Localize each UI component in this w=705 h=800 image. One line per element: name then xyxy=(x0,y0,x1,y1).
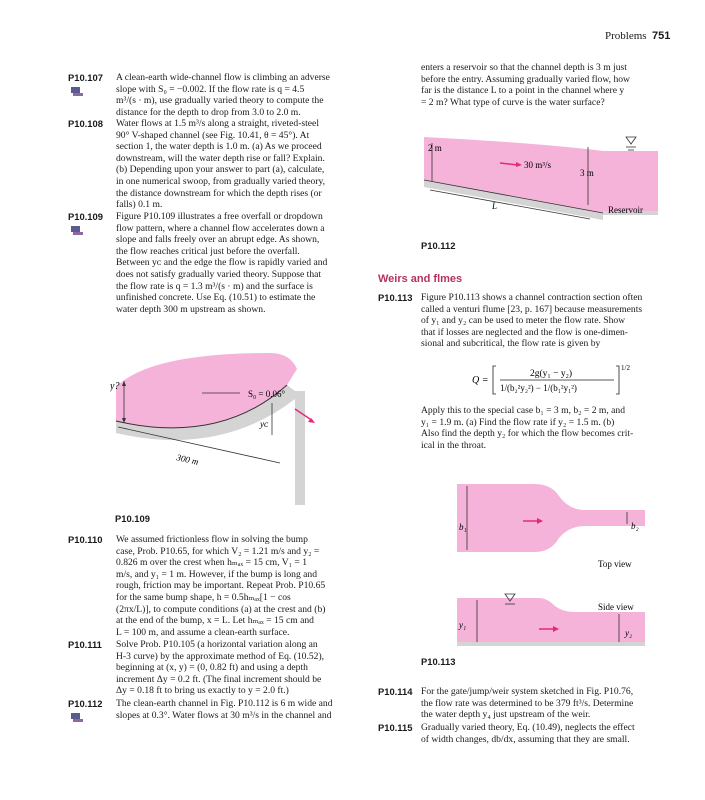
label-y-unknown: y? xyxy=(110,381,120,392)
equation-exponent: 1/2 xyxy=(621,364,630,372)
problem-text: Solve Prob. P10.105 (a horizontal variation along an H-3 curve) by the approximate method of Eq. (10.52), beginning at (x, y) = (0, 0.82 ft) and using a depth increment Δy = 0.2 ft. (The final increment should be Δy = 0.18 ft to bring us exactly to y = 2.0 ft.) xyxy=(116,639,325,697)
figure-caption-p10-113: P10.113 xyxy=(421,656,456,667)
equation-denominator: 1/(b₂²y₂²) − 1/(b₁²y₁²) xyxy=(500,383,577,393)
page-number: 751 xyxy=(652,30,671,42)
problem-text: Figure P10.113 shows a channel contraction section often called a venturi flume [23, p. 167] because measurements of y₁ and y₂ can be used to meter the flow rate. Show that if losses are neglected and the flow is one-dimen- sional and subcritical, the flow rate is given by xyxy=(421,292,643,350)
problem-number: P10.107 xyxy=(68,72,103,83)
figure-caption-p10-109: P10.109 xyxy=(115,513,150,524)
top-view-flow-region xyxy=(457,484,645,552)
equation-numerator: 2g(y₁ − y₂) xyxy=(530,369,573,379)
figure-p10-109 xyxy=(110,345,315,505)
problem-text: enters a reservoir so that the channel depth is 3 m just before the entry. Assuming gradually varied flow, how far is the distance L to a point in the channel where y = 2 m? What type of curve is the water surface? xyxy=(421,62,630,108)
label-b1: b₁ xyxy=(459,522,467,532)
label-top-view: Top view xyxy=(598,559,632,569)
problem-number: P10.111 xyxy=(68,639,102,650)
label-depth-left: 2 m xyxy=(428,143,442,153)
label-side-view: Side view xyxy=(598,602,634,612)
label-flow-rate: 30 m³/s xyxy=(524,160,551,170)
problem-number: P10.110 xyxy=(68,534,103,545)
problem-text: A clean-earth wide-channel flow is climbing an adverse slope with S₀ = −0.002. If the flow rate is q = 4.5 m³/(s · m), use gradually varied theory to compute the distance for the depth to drop from 3.0 to 2.0 m. xyxy=(116,72,330,118)
label-y2: y₂ xyxy=(625,628,633,638)
venturi-flume-equation xyxy=(470,362,630,398)
computer-icon xyxy=(70,713,84,722)
label-slope: S₀ = 0.06° xyxy=(248,389,286,399)
computer-icon xyxy=(70,226,84,235)
problem-text: For the gate/jump/weir system sketched in Fig. P10.76, the flow rate was determined to be 379 ft³/s. Determine the water depth y₄ just upstream of the weir. xyxy=(421,686,634,721)
problem-text: Apply this to the special case b₁ = 3 m, b₂ = 2 m, and y₁ = 1.9 m. (a) Find the flow rate if y₂ = 1.5 m. (b) Also find the depth y₂ for which the flow becomes crit- ical in the throat. xyxy=(421,405,634,451)
label-b2: b₂ xyxy=(631,521,639,531)
equation-lhs: Q = xyxy=(472,375,489,386)
running-header-section: Problems xyxy=(605,30,647,42)
problem-number: P10.113 xyxy=(378,292,413,303)
problem-number: P10.108 xyxy=(68,118,103,129)
problem-number: P10.114 xyxy=(378,686,413,697)
label-distance-L: L xyxy=(492,201,498,211)
problem-text: The clean-earth channel in Fig. P10.112 is 6 m wide and slopes at 0.3°. Water flows at 30 m³/s in the channel and xyxy=(116,698,333,721)
figure-p10-112 xyxy=(418,125,658,230)
computer-icon xyxy=(70,87,84,96)
figure-caption-p10-112: P10.112 xyxy=(421,240,456,251)
problem-text: Gradually varied theory, Eq. (10.49), neglects the effect of width changes, db/dx, assuming that they are small. xyxy=(421,722,635,745)
label-y1: y₁ xyxy=(459,620,467,630)
figure-p10-113 xyxy=(455,478,665,650)
label-distance: 300 m xyxy=(175,452,200,467)
problem-number: P10.112 xyxy=(68,698,103,709)
label-yc: yᴄ xyxy=(260,419,269,429)
problem-text: We assumed frictionless flow in solving the bump case, Prob. P10.65, for which V₂ = 1.21 m/s and y₂ = 0.826 m over the crest when hₘₐₓ = 15 cm, V₁ = 1 m/s, and y₁ = 1 m. However, if the bump is long and rough, friction may be important. Repeat Prob. P10.65 for the same bump shape, h = 0.5hₘₐₓ[1 − cos (2πx/L)], to compute conditions (a) at the crest and (b) at the end of the bump, x = L. Let hₘₐₓ = 15 cm and L = 100 m, and assume a clean-earth surface. xyxy=(116,534,326,638)
problem-number: P10.109 xyxy=(68,211,103,222)
label-depth-right: 3 m xyxy=(580,168,594,178)
problem-text: Figure P10.109 illustrates a free overfall or dropdown flow pattern, where a channel flow accelerates down a slope and falls freely over an abrupt edge. As shown, the flow reaches critical just before the overfall. Between yᴄ and the edge the flow is rapidly varied and does not satisfy gradually varied theory. Suppose that the flow rate is q = 1.3 m³/(s · m) and the surface is unfinished concrete. Use Eq. (10.51) to estimate the water depth 300 m upstream as shown. xyxy=(116,211,328,315)
label-reservoir: Reservoir xyxy=(608,205,643,215)
problem-number: P10.115 xyxy=(378,722,413,733)
section-heading-weirs-flumes: Weirs and flmes xyxy=(378,273,463,285)
problem-text: Water flows at 1.5 m³/s along a straight, riveted-steel 90° V-shaped channel (see Fig. 10.41, θ = 45°). At section 1, the water depth is 1.0 m. (a) As we proceed downstream, will the water depth rise or fall? Explain. (b) Depending upon your answer to part (a), calculate, in one numerical swoop, from gradually varied theory, the distance downstream for which the depth rises (or falls) 0.1 m. xyxy=(116,118,326,211)
water-surface-icon xyxy=(626,137,636,144)
